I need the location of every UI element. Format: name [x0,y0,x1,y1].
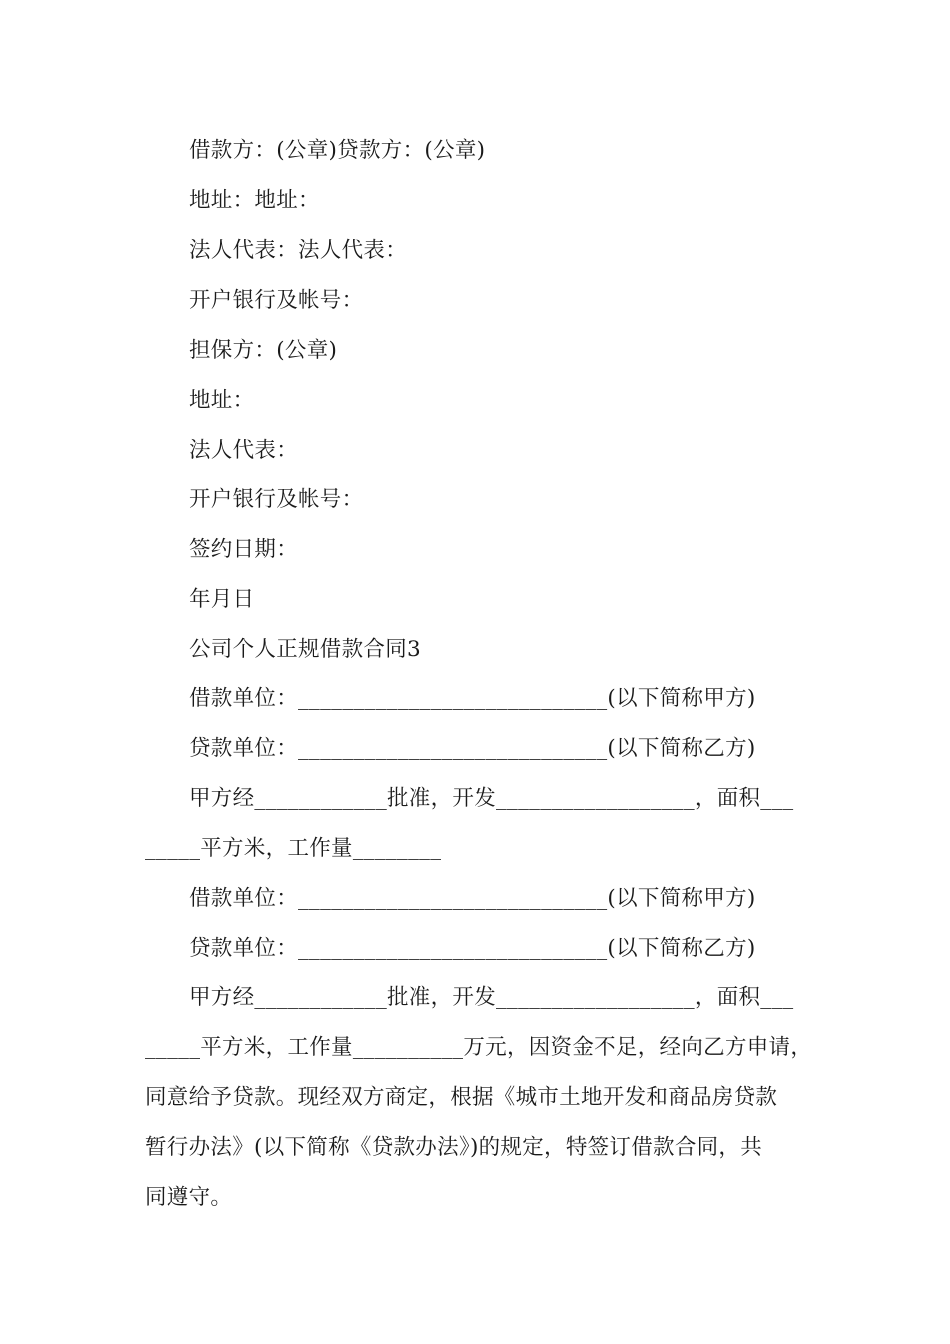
approval-paragraph-2-cont-4: 同遵守。 [145,1185,233,1210]
bank-account-line-2: 开户银行及帐号： [189,487,364,512]
approval-paragraph-2: 甲方经____________批准，开发__________________，面积___ [189,985,794,1010]
bank-account-line-1: 开户银行及帐号： [189,288,364,313]
borrower-unit-line-2: 借款单位：____________________________(以下简称甲方) [189,886,756,911]
lender-unit-line-2: 贷款单位：____________________________(以下简称乙方) [189,936,756,961]
section-title: 公司个人正规借款合同3 [189,637,421,662]
address-line-1: 地址：地址： [189,188,320,213]
guarantor-line: 担保方：(公章) [189,338,338,363]
signing-date-value: 年月日 [189,587,255,612]
approval-paragraph-2-cont-2: 同意给予贷款。现经双方商定，根据《城市土地开发和商品房贷款 [145,1085,778,1110]
address-line-2: 地址： [189,388,255,413]
signature-borrower-lender: 借款方：(公章)贷款方：(公章) [189,138,486,163]
legal-rep-line-1: 法人代表：法人代表： [189,238,408,263]
lender-unit-line-1: 贷款单位：____________________________(以下简称乙方) [189,736,756,761]
approval-paragraph-2-cont-1: _____平方米，工作量__________万元，因资金不足，经向乙方申请， [145,1035,813,1060]
legal-rep-line-2: 法人代表： [189,438,299,463]
borrower-unit-line-1: 借款单位：____________________________(以下简称甲方) [189,686,756,711]
signing-date-label: 签约日期： [189,537,299,562]
approval-paragraph-1-cont: _____平方米，工作量________ [145,836,442,861]
approval-paragraph-2-cont-3: 暂行办法》(以下简称《贷款办法》)的规定，特签订借款合同，共 [145,1135,763,1160]
approval-paragraph-1: 甲方经____________批准，开发__________________，面积___ [189,786,794,811]
